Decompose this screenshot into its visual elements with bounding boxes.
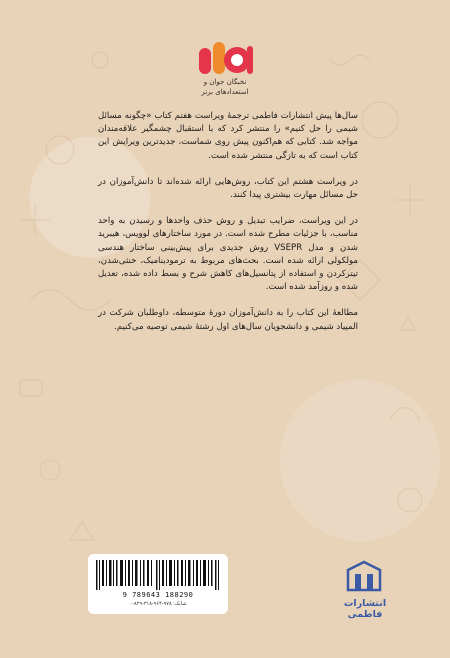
barcode-sticker	[88, 554, 228, 614]
blurb-paragraph-3: در این ویراست، ضرایب تبدیل و روش حذف واحدها و رسیدن به واحد مناسب، با جزئیات مطرح شده است. در مورد ساختارهای لوویس، هیبرید شدن و مدل VSEPR روش جدیدی برای پیش‌بینی ساختار هندسی مولکولی ارائه شده است. بحث‌های مربوط به ترمودینامیک، خنثی‌شدن، تیترکردن و استفاده از پتانسیل‌های کاهش شرح و بسط داده شده، تعدیل شده و روزآمد شده است.	[98, 216, 358, 293]
imprint-caption-line2: استعدادهای برتر	[201, 88, 249, 96]
isbn-line: شابک: ۹۷۸-۹۶۴-۳۱۸-۸۲۹-۰	[129, 601, 187, 607]
barcode-icon	[96, 560, 220, 590]
barcode-number: 9 789643 188290	[122, 591, 194, 599]
publisher-logo-icon	[346, 560, 382, 592]
blurb-paragraph-1: سال‌ها پیش انتشارات فاطمی ترجمهٔ ویراست هفتم کتاب «چگونه مسائل شیمی را حل کنیم» را منتشر کرد که با استقبال چشمگیر علاقه‌مندان مواجه شد. کتابی که هم‌اکنون پیش روی شماست، جدیدترین ویرایش این کتاب است که به تازگی منتشر شده است.	[98, 111, 358, 161]
imprint-logo-icon	[197, 38, 255, 78]
publisher-name: انتشارات فاطمی	[343, 598, 387, 620]
imprint-caption-line1: نخبگان جوان و	[203, 78, 247, 86]
blurb-paragraph-4: مطالعهٔ این کتاب را به دانش‌آموزان دورهٔ متوسطه، داوطلبان شرکت در المپیاد شیمی و دانشجویان سال‌های اول رشتهٔ شیمی توصیه می‌کنیم.	[98, 308, 358, 332]
blurb-text	[98, 110, 358, 347]
blurb-paragraph-2: در ویراست هشتم این کتاب، روش‌هایی ارائه شده‌اند تا دانش‌آموزان در حل مسائل مهارت بیشتری پیدا کنند.	[98, 176, 358, 201]
imprint-logo-caption	[150, 77, 300, 97]
